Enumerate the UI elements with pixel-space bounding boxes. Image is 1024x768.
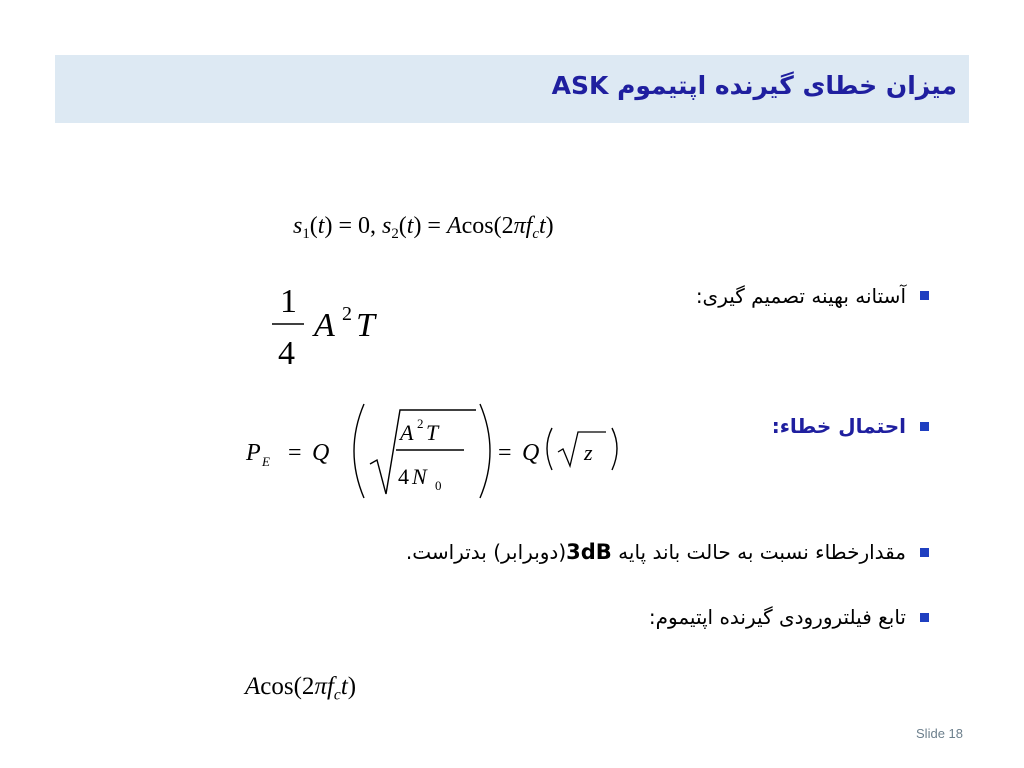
- svg-text:E: E: [262, 454, 270, 469]
- signals-equation: $s_1(t) = 0$, $s_2(t) = Acos(2\pi f_ct)$: [293, 213, 554, 243]
- bullet-1-marker: [920, 291, 929, 300]
- svg-text:z: z: [584, 440, 593, 465]
- bullet-1-text: آستانه بهینه تصمیم گیری:: [695, 284, 906, 308]
- svg-text:=: =: [498, 440, 512, 466]
- svg-text:=: =: [288, 440, 302, 466]
- threshold-equation: [270, 276, 400, 376]
- svg-text:2: 2: [417, 416, 424, 431]
- svg-text:Q: Q: [522, 440, 540, 466]
- bullet-2-text: احتمال خطاء:: [771, 414, 906, 438]
- filter-equation: $Acos(2\pi f_ct)$: [245, 673, 357, 704]
- slide-title: [552, 71, 957, 100]
- error-probability-equation: [240, 398, 640, 504]
- bullet-3-marker: [920, 548, 929, 557]
- svg-text:4: 4: [398, 464, 409, 489]
- svg-text:Q: Q: [312, 440, 330, 466]
- title-ask-text: ASK: [551, 71, 609, 100]
- svg-text:A: A: [400, 420, 414, 445]
- svg-text:0: 0: [435, 478, 442, 493]
- bullet-4-marker: [920, 613, 929, 622]
- svg-text:A: A: [314, 307, 335, 344]
- bullet-3-text: [406, 540, 906, 564]
- bullet-3-suffix: (دوبرابر) بدتراست.: [405, 540, 567, 564]
- bullet-3-prefix: مقدارخطاء نسبت به حالت باند پایه: [611, 540, 906, 564]
- bullet-4-text: تابع فیلترورودی گیرنده اپتیموم:: [648, 605, 906, 629]
- svg-text:2: 2: [342, 303, 352, 325]
- svg-text:4: 4: [278, 335, 295, 372]
- svg-text:1: 1: [280, 283, 297, 320]
- slide-title-bar: [55, 55, 969, 123]
- svg-text:T: T: [356, 307, 375, 344]
- svg-text:P: P: [246, 440, 261, 466]
- title-persian-text: میزان خطای گیرنده اپتیموم: [608, 71, 957, 100]
- svg-text:T: T: [426, 420, 439, 445]
- bullet-3-db-value: 3dB: [566, 540, 612, 564]
- svg-text:N: N: [412, 464, 427, 489]
- slide-number: Slide 18: [916, 726, 963, 741]
- bullet-2-marker: [920, 422, 929, 431]
